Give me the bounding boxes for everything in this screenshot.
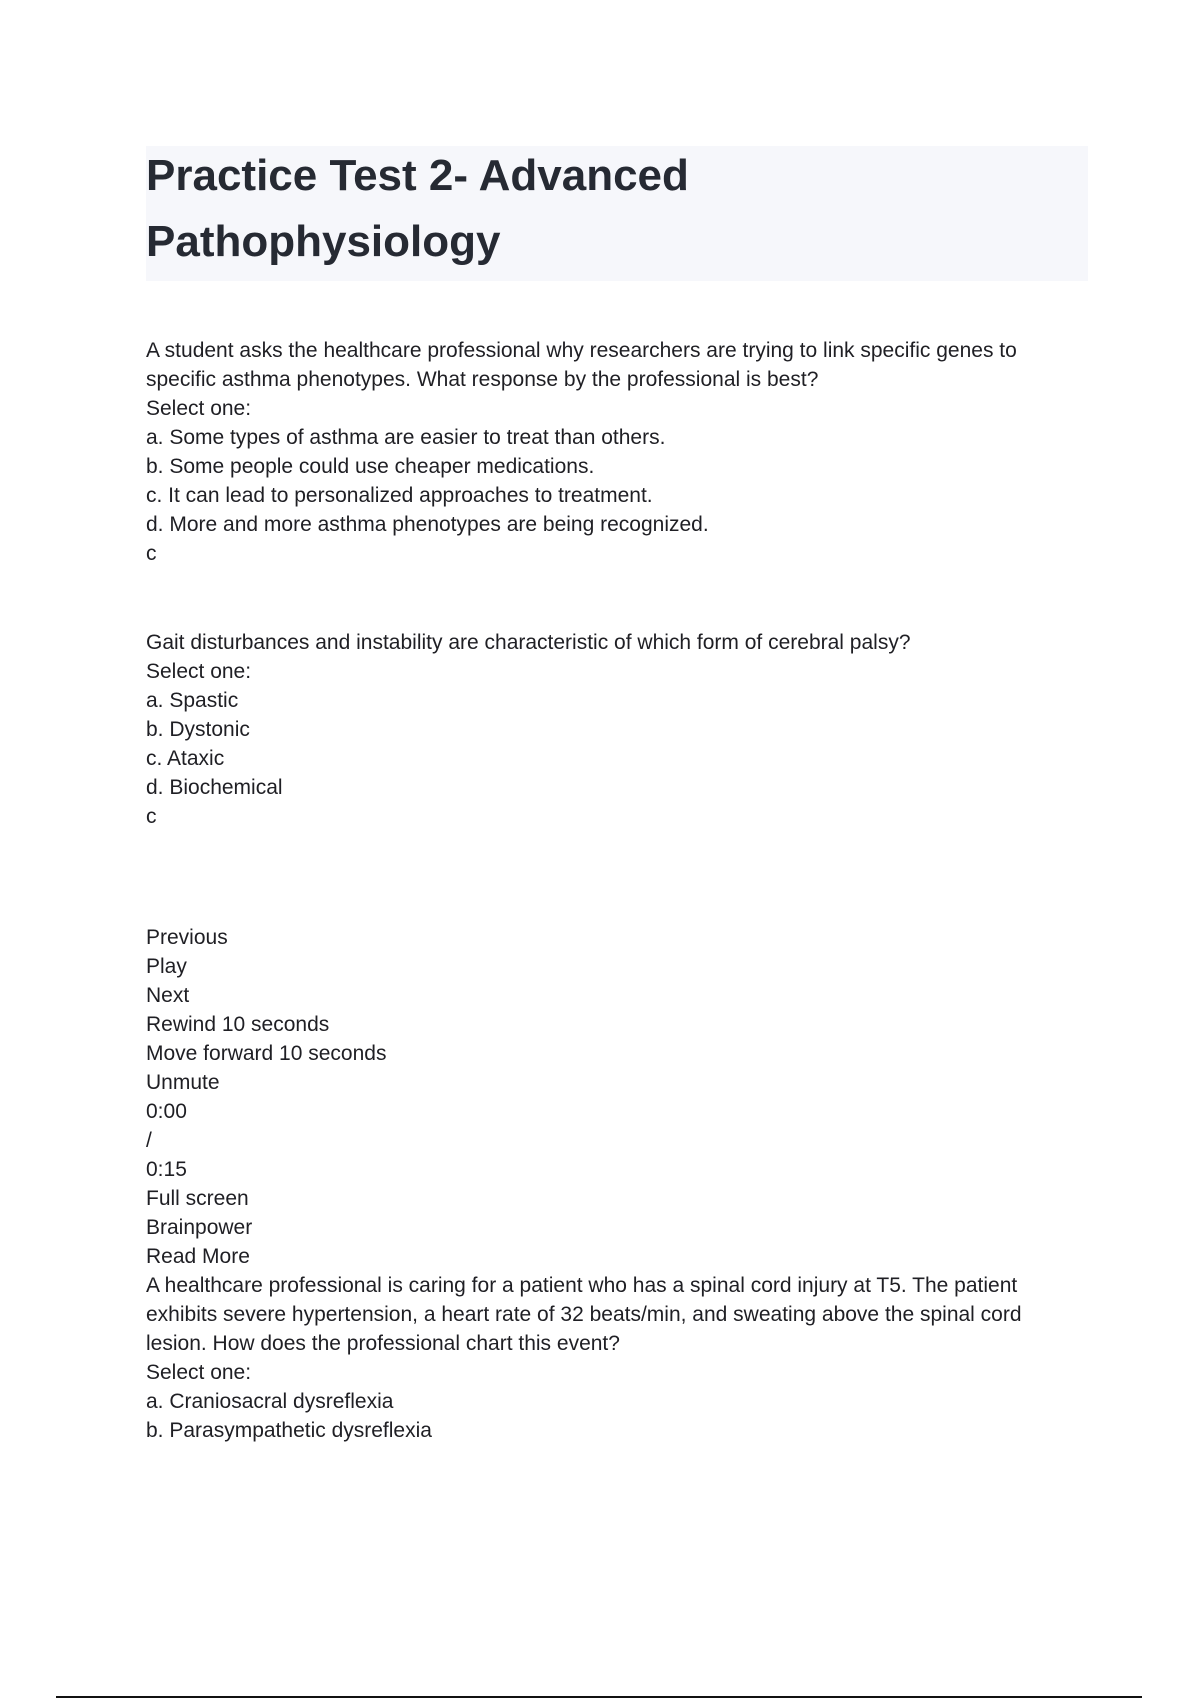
question-2 — [146, 628, 1086, 831]
question-1 — [146, 336, 1086, 568]
time-separator: / — [146, 1129, 152, 1152]
brand-link[interactable]: Brainpower — [146, 1216, 253, 1239]
question-2-option-d: d. Biochemical — [146, 776, 283, 799]
question-1-answer: c — [146, 542, 157, 565]
question-1-option-c: c. It can lead to personalized approaches to treatment. — [146, 484, 653, 507]
question-2-option-a: a. Spastic — [146, 689, 239, 712]
question-1-instruction: Select one: — [146, 397, 252, 420]
question-1-prompt: A student asks the healthcare professional why researchers are trying to link specific genes to specific asthma phenotypes. What response by the professional is best? — [146, 339, 1017, 391]
read-more-link[interactable]: Read More — [146, 1245, 250, 1268]
page-title: Practice Test 2- Advanced Pathophysiology — [146, 151, 689, 266]
question-3-instruction: Select one: — [146, 1361, 252, 1384]
question-2-option-c: c. Ataxic — [146, 747, 225, 770]
duration: 0:15 — [146, 1158, 187, 1181]
question-2-answer: c — [146, 805, 157, 828]
previous-button[interactable]: Previous — [146, 926, 228, 949]
question-1-option-a: a. Some types of asthma are easier to treat than others. — [146, 426, 666, 449]
question-1-option-d: d. More and more asthma phenotypes are being recognized. — [146, 513, 709, 536]
play-button[interactable]: Play — [146, 955, 187, 978]
media-player-block — [146, 923, 1086, 1445]
rewind-button[interactable]: Rewind 10 seconds — [146, 1013, 330, 1036]
next-button[interactable]: Next — [146, 984, 190, 1007]
question-2-option-b: b. Dystonic — [146, 718, 250, 741]
question-2-instruction: Select one: — [146, 660, 252, 683]
footer-divider — [56, 1696, 1142, 1698]
current-time: 0:00 — [146, 1100, 187, 1123]
forward-button[interactable]: Move forward 10 seconds — [146, 1042, 387, 1065]
question-3-option-a: a. Craniosacral dysreflexia — [146, 1390, 394, 1413]
question-2-prompt: Gait disturbances and instability are characteristic of which form of cerebral palsy? — [146, 631, 911, 654]
question-3-prompt: A healthcare professional is caring for a patient who has a spinal cord injury at T5. The patient exhibits severe hypertension, a heart rate of 32 beats/min, and sweating above the spinal cord lesion. How does the professional chart this event? — [146, 1274, 1022, 1355]
fullscreen-button[interactable]: Full screen — [146, 1187, 249, 1210]
question-1-option-b: b. Some people could use cheaper medications. — [146, 455, 595, 478]
question-3-option-b: b. Parasympathetic dysreflexia — [146, 1419, 432, 1442]
unmute-button[interactable]: Unmute — [146, 1071, 220, 1094]
